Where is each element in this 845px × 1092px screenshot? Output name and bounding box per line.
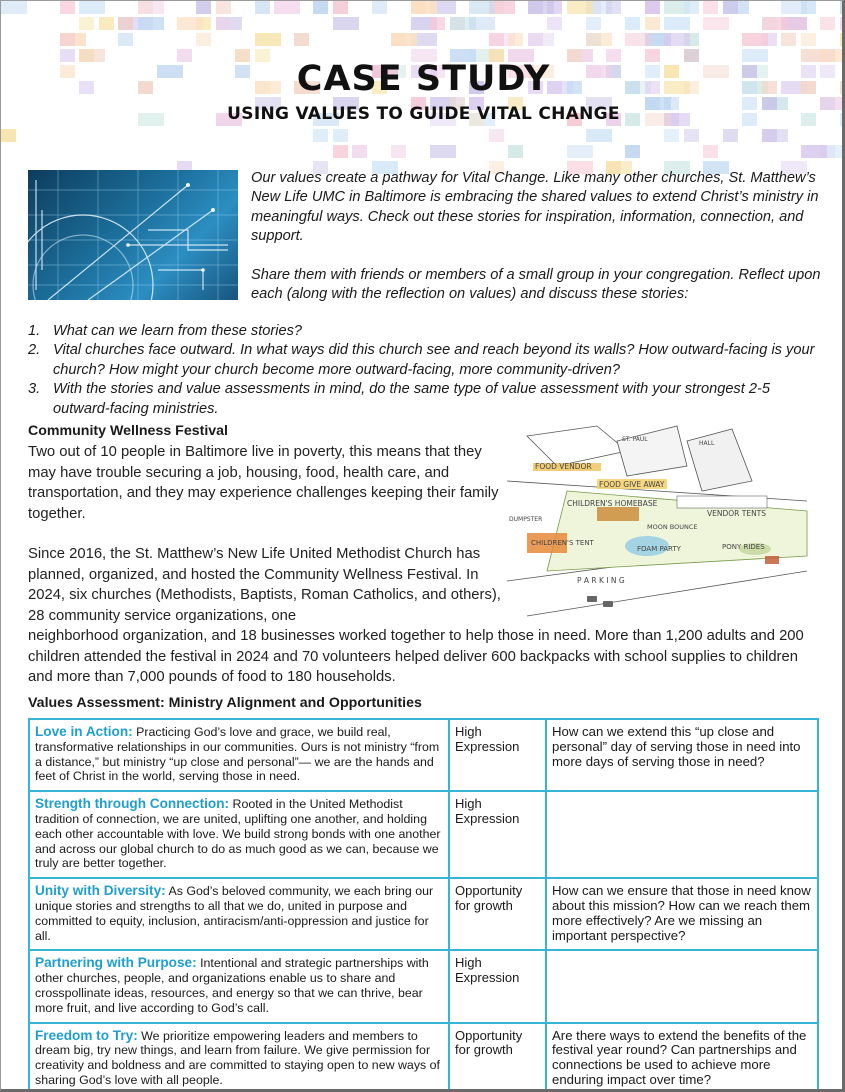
mosaic-tile bbox=[352, 145, 367, 158]
page-title: CASE STUDY bbox=[296, 59, 551, 99]
mosaic-tile bbox=[723, 1, 738, 14]
mosaic-tile bbox=[489, 129, 504, 142]
rating-cell: High Expression bbox=[449, 719, 546, 791]
mosaic-tile bbox=[781, 33, 796, 46]
value-title: Freedom to Try: bbox=[35, 1027, 138, 1043]
mosaic-tile bbox=[333, 17, 359, 30]
mosaic-tile bbox=[1, 1, 27, 14]
sketch-label: VENDOR TENTS bbox=[707, 509, 767, 518]
mosaic-tile bbox=[60, 33, 75, 46]
mosaic-tile bbox=[762, 17, 788, 30]
assessment-heading: Values Assessment: Ministry Alignment and Opportunities bbox=[28, 695, 422, 711]
mosaic-tile bbox=[294, 33, 309, 46]
festival-sketch-drawing bbox=[507, 421, 817, 621]
value-cell bbox=[29, 719, 449, 791]
value-description: Intentional and strategic partnerships with other churches, people, and organizations enable us to share and crosspollinate ideas, resources, and energy so that we can thrive, bear more fruit, and live according to God’s call. bbox=[35, 956, 429, 1015]
mosaic-tile bbox=[645, 1, 660, 14]
mosaic-tile bbox=[333, 129, 348, 142]
mosaic-tile bbox=[625, 17, 640, 30]
opportunity-cell bbox=[546, 950, 818, 1022]
mosaic-tile bbox=[274, 1, 300, 14]
mosaic-tile bbox=[430, 145, 456, 158]
value-cell bbox=[29, 878, 449, 950]
mosaic-tile bbox=[430, 17, 445, 30]
intro-paragraph: Our values create a pathway for Vital Change. Like many other churches, St. Matthew’s New Life UMC in Baltimore is embracing the shared values to extend Christ’s ministry in meaningful ways. Check out these stories for inspiration, information, connection, and support. bbox=[251, 170, 819, 245]
mosaic-tile bbox=[703, 1, 718, 14]
sketch-label: CHILDREN'S HOMEBASE bbox=[567, 499, 658, 508]
story-heading: Community Wellness Festival bbox=[28, 423, 228, 439]
mosaic-tile bbox=[177, 17, 203, 30]
mosaic-tile bbox=[840, 17, 845, 30]
sketch-label: PONY RIDES bbox=[722, 543, 765, 551]
mosaic-tile bbox=[508, 145, 523, 158]
mosaic-tile bbox=[79, 1, 105, 14]
mosaic-tile bbox=[216, 17, 231, 30]
value-cell bbox=[29, 950, 449, 1022]
mosaic-tile bbox=[1, 129, 16, 142]
mosaic-tile bbox=[391, 145, 406, 158]
mosaic-tile bbox=[567, 145, 593, 158]
opportunity-cell: Are there ways to extend the benefits of the festival year round? Can partnerships and connections be used to achieve more enduring impact over time? bbox=[546, 1023, 818, 1092]
rating-cell: Opportunity for growth bbox=[449, 878, 546, 950]
story-paragraph-continued: neighborhood organization, and 18 businesses worked together to help those in need. More than 1,200 adults and 200 children attended the festival in 2024 and 70 volunteers helped deliver 600 backpacks with school supplies to children and more than 7,000 pounds of food to 180 households. bbox=[28, 628, 804, 685]
rating-cell: High Expression bbox=[449, 791, 546, 878]
table-row bbox=[29, 1023, 818, 1092]
sketch-label: P A R K I N G bbox=[577, 576, 625, 585]
mosaic-tile bbox=[118, 17, 133, 30]
mosaic-tile bbox=[333, 1, 348, 14]
sketch-label: HALL bbox=[699, 440, 715, 447]
question-item bbox=[28, 380, 818, 419]
value-title: Partnering with Purpose: bbox=[35, 955, 197, 971]
mosaic-tile bbox=[625, 145, 640, 158]
mosaic-tile bbox=[411, 1, 437, 14]
table-row bbox=[29, 950, 818, 1022]
mosaic-tile bbox=[255, 1, 270, 14]
discussion-questions bbox=[28, 322, 818, 419]
rating-cell: High Expression bbox=[449, 950, 546, 1022]
sketch-label: FOOD GIVE AWAY bbox=[599, 480, 665, 489]
mosaic-tile bbox=[801, 145, 827, 158]
mosaic-tile bbox=[60, 1, 75, 14]
mosaic-tile bbox=[138, 1, 164, 14]
mosaic-tile bbox=[196, 1, 211, 14]
mosaic-tile bbox=[469, 17, 495, 30]
value-title: Love in Action: bbox=[35, 724, 133, 739]
table-row bbox=[29, 878, 818, 950]
mosaic-tile bbox=[625, 33, 651, 46]
mosaic-tile bbox=[664, 129, 679, 142]
mosaic-tile bbox=[703, 17, 729, 30]
opportunity-cell bbox=[546, 791, 818, 878]
question-text: With the stories and value assessments in mind, do the same type of value assessment with your strongest 2-5 outward-facing ministries. bbox=[53, 381, 770, 417]
mosaic-tile bbox=[703, 145, 718, 158]
mosaic-tile bbox=[469, 1, 495, 14]
value-description: As God’s beloved community, we each bring our unique stories and strengths to all that we do, united in purpose and committed to equity, inclusion, antiracism/anti-oppression and justice for all. bbox=[35, 884, 434, 943]
value-cell bbox=[29, 1023, 449, 1092]
mosaic-tile bbox=[333, 145, 348, 158]
story-paragraph: Since 2016, the St. Matthew’s New Life United Methodist Church has planned, organized, and hosted the Community Wellness Festival. In 2024, six churches (Methodists, Baptists, Roman Catholics, and others), 28 community service organizations, one bbox=[28, 546, 501, 624]
mosaic-tile bbox=[547, 17, 562, 30]
blueprint-image bbox=[28, 170, 238, 300]
mosaic-tile bbox=[528, 33, 554, 46]
mosaic-tile bbox=[586, 33, 612, 46]
mosaic-tile bbox=[313, 1, 328, 14]
mosaic-tile bbox=[586, 17, 601, 30]
question-number: 1. bbox=[28, 323, 41, 339]
mosaic-tile bbox=[118, 33, 133, 46]
mosaic-tile bbox=[664, 17, 690, 30]
value-cell bbox=[29, 791, 449, 878]
mosaic-tile bbox=[489, 33, 504, 46]
sketch-label: FOAM PARTY bbox=[637, 545, 681, 553]
mosaic-tile bbox=[684, 1, 699, 14]
mosaic-tile bbox=[372, 1, 387, 14]
mosaic-tile bbox=[801, 33, 816, 46]
mosaic-tile bbox=[684, 129, 699, 142]
value-description: Rooted in the United Methodist tradition of connection, we are united, uplifting one another, and holding each other accountable with love. We build strong bonds with one another and across our global church to do as much good as we can, because we truly are better together. bbox=[35, 797, 441, 871]
mosaic-tile bbox=[723, 129, 738, 142]
value-description: Practicing God’s love and grace, we build real, transformative relationships in our communities. Ours is not ministry “from a distance,” but ministry “up close and personal”— we are the hands and feet of Christ in the world, serving those in need. bbox=[35, 725, 440, 784]
mosaic-tile bbox=[79, 17, 94, 30]
mosaic-tile bbox=[586, 129, 612, 142]
question-number: 3. bbox=[28, 381, 41, 398]
intro-text bbox=[251, 169, 826, 304]
mosaic-tile bbox=[664, 33, 690, 46]
question-item bbox=[28, 341, 818, 380]
value-title: Unity with Diversity: bbox=[35, 883, 166, 899]
mosaic-tile bbox=[391, 33, 417, 46]
mosaic-tile bbox=[645, 17, 660, 30]
value-description: We prioritize empowering leaders and members to dream big, try new things, and learn from failure. We give permission for creativity and boldness and are committed to staying open to new ways of sharing God’s love with all people. bbox=[35, 1028, 440, 1087]
mosaic-tile bbox=[138, 17, 164, 30]
question-text: What can we learn from these stories? bbox=[53, 323, 303, 339]
rating-cell: Opportunity for growth bbox=[449, 1023, 546, 1092]
sketch-label: DUMPSTER bbox=[509, 516, 543, 523]
mosaic-tile bbox=[606, 1, 621, 14]
mosaic-tile bbox=[742, 33, 768, 46]
value-title: Strength through Connection: bbox=[35, 796, 230, 812]
mosaic-tile bbox=[508, 33, 523, 46]
table-row bbox=[29, 791, 818, 878]
festival-site-sketch bbox=[507, 421, 817, 621]
question-item bbox=[28, 322, 818, 341]
sketch-label: MOON BOUNCE bbox=[647, 523, 698, 531]
mosaic-tile bbox=[762, 129, 788, 142]
mosaic-tile bbox=[99, 17, 114, 30]
page-subtitle: USING VALUES TO GUIDE VITAL CHANGE bbox=[227, 104, 620, 124]
mosaic-tile bbox=[840, 1, 845, 14]
mosaic-tile bbox=[196, 33, 211, 46]
mosaic-tile bbox=[820, 17, 835, 30]
sketch-label: FOOD VENDOR bbox=[535, 462, 592, 471]
values-assessment-table bbox=[28, 718, 819, 1092]
mosaic-tile bbox=[567, 1, 593, 14]
mosaic-tile bbox=[216, 1, 231, 14]
mosaic-tile bbox=[313, 129, 328, 142]
mosaic-tile bbox=[528, 1, 554, 14]
mosaic-tile bbox=[255, 33, 281, 46]
sketch-label: ST. PAUL bbox=[622, 436, 648, 443]
blueprint-illustration bbox=[28, 170, 238, 300]
sketch-label: CHILDREN'S TENT bbox=[531, 539, 594, 547]
opportunity-cell: How can we ensure that those in need know about this mission? How can we reach them more effectively? Are we missing an important perspective? bbox=[546, 878, 818, 950]
question-number: 2. bbox=[28, 342, 41, 359]
table-row bbox=[29, 719, 818, 791]
opportunity-cell: How can we extend this “up close and personal” day of serving those in need into more days of serving those in need? bbox=[546, 719, 818, 791]
intro-paragraph: Share them with friends or members of a small group in your congregation. Reflect upon each (along with the reflection on values) and discuss these stories: bbox=[251, 266, 821, 303]
question-text: Vital churches face outward. In what ways did this church see and reach beyond its walls? How outward-facing is your church? How might your church become more outward-facing, more community-driven? bbox=[53, 342, 815, 378]
mosaic-tile bbox=[840, 33, 845, 46]
story-paragraph: Two out of 10 people in Baltimore live in poverty, this means that they may have trouble securing a job, housing, food, health care, and transportation, and they may experience challenges keeping their family together. bbox=[28, 444, 499, 522]
mosaic-tile bbox=[781, 1, 807, 14]
